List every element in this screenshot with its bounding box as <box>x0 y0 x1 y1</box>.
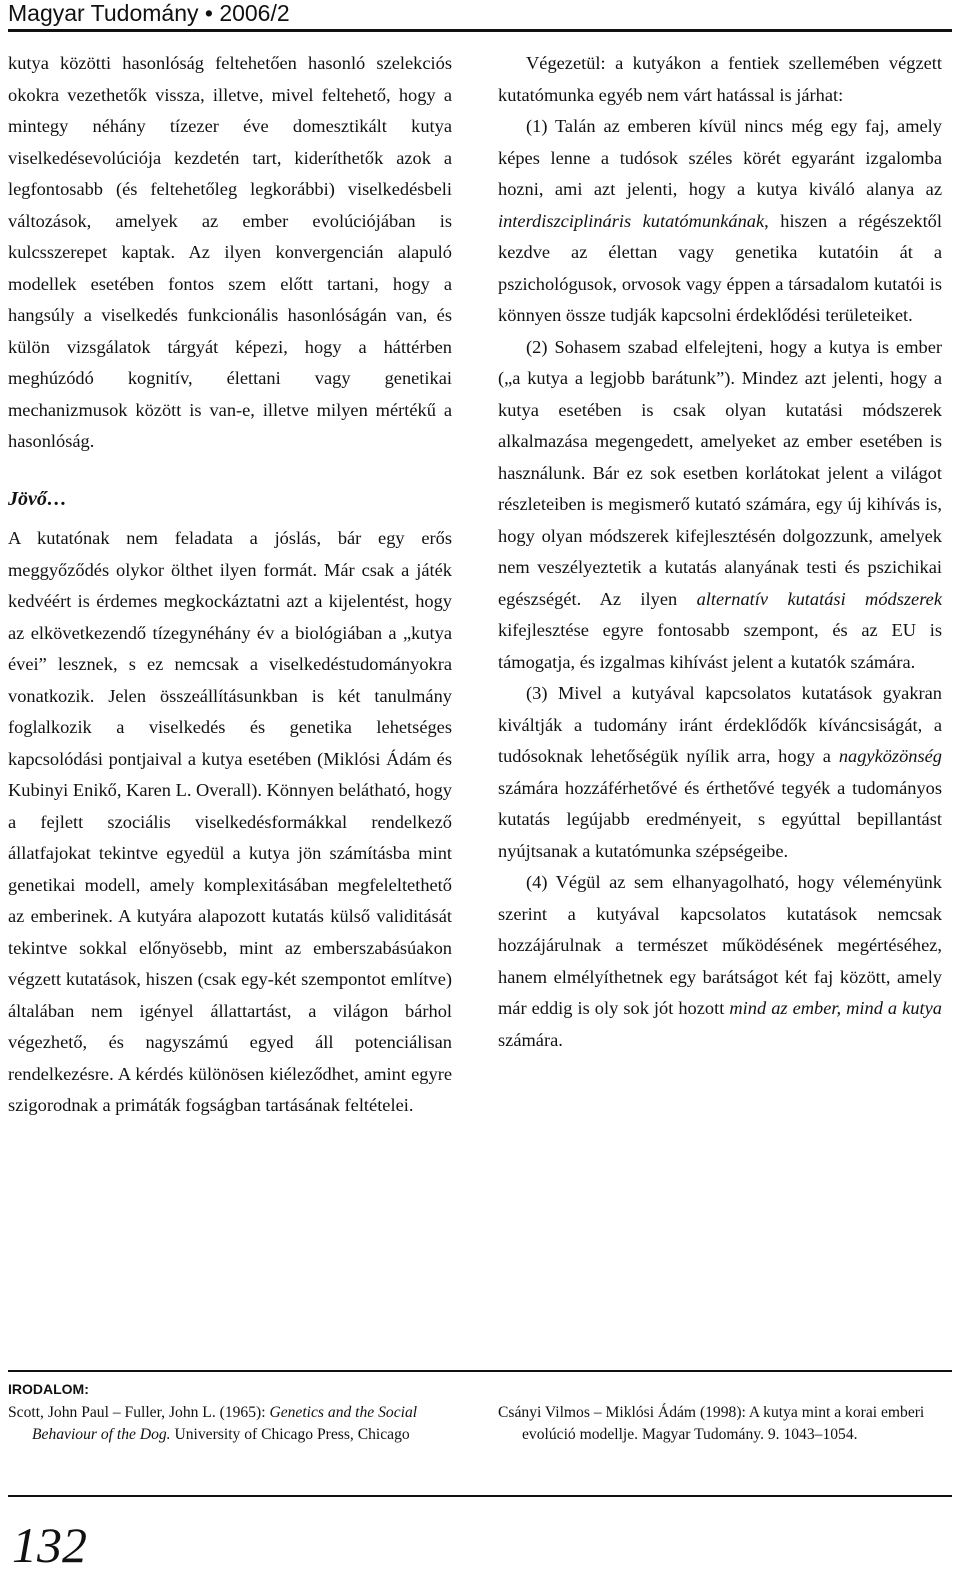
right-paragraph-3-emphasis: alternatív kutatási módszerek <box>696 588 943 609</box>
reference-item: Csányi Vilmos – Miklósi Ádám (1998): A kutya mint a korai emberi evolúció modellje. Magyar Tudomány. 9. 1043–1054. <box>498 1404 925 1443</box>
right-paragraph-5-text-a: (4) Végül az sem elhanyagolható, hogy véleményünk szerint a kutyával kapcsolatos kutatások nemcsak hozzájárulnak a természet működésének megértéséhez, hanem elmélyíthetnek egy barátságot két faj között, amely már eddig is oly sok jót hozott <box>498 872 942 1018</box>
references-title: IRODALOM: <box>8 1381 89 1397</box>
references-section <box>8 1380 952 1485</box>
right-paragraph-3-text-a: (2) Sohasem szabad elfelejteni, hogy a kutya is ember („a kutya a legjobb barátunk”). Mindez azt jelenti, hogy a kutya esetében is csak olyan kutatási módszerek alkalmazása megengedett, amelyeket az ember esetében is használunk. Bár ez sok esetben korlátokat jelent a világot részleteiben is megismerő kutató számára, egy új kihívás is, hogy olyan módszerek kifejlesztésén dolgozzunk, amelyek nem veszélyeztetik a kutatás alanyának testi és pszichikai egészségét. Az ilyen <box>498 336 942 609</box>
references-rule-bottom <box>8 1495 952 1497</box>
right-paragraph-2 <box>498 111 942 332</box>
right-paragraph-1: Végezetül: a kutyákon a fentiek szellemében végzett kutatómunka egyéb nem várt hatással is járhat: <box>498 53 942 105</box>
section-heading-jovo: Jövő… <box>8 487 67 510</box>
right-paragraph-5-emphasis: mind az ember, mind a kutya <box>729 998 942 1018</box>
header-rule <box>8 29 952 32</box>
right-paragraph-2-emphasis: interdiszciplináris kutatómunkának <box>498 210 765 231</box>
reference-item <box>8 1402 482 1446</box>
left-column <box>8 48 452 1122</box>
reference-1-title: Genetics and the Social Behaviour of the Dog. <box>32 1404 418 1443</box>
right-paragraph-2-text-b: , hiszen a régészektől kezdve az élettan vagy genetika kutatóin át a pszichológusok, orvosok vagy éppen a társadalom kutatói is könnyen össze tudják kapcsolni érdeklődési területeiket. <box>498 210 942 325</box>
right-column <box>498 48 942 1056</box>
right-paragraph-4-emphasis: nagyközönség <box>838 746 942 766</box>
right-paragraph-5 <box>498 867 942 1056</box>
right-paragraph-2-text-a: (1) Talán az emberen kívül nincs még egy faj, amely képes lenne a tudósok széles körét egyaránt izgalomba hozni, ami azt jelenti, hogy a kutya kiváló alanya az <box>498 116 942 199</box>
right-paragraph-3-text-b: kifejlesztése egyre fontosabb szempont, és az EU is támogatja, és izgalmas kihívást jelent a kutatók számára. <box>498 620 942 672</box>
right-paragraph-3 <box>498 332 942 679</box>
page-header <box>0 0 960 32</box>
page-number: 132 <box>12 1517 87 1573</box>
journal-title: Magyar Tudomány • 2006/2 <box>8 0 290 26</box>
reference-1-authors: Scott, John Paul – Fuller, John L. (1965): <box>8 1404 270 1421</box>
left-paragraph-2: A kutatónak nem feladata a jóslás, bár egy erős meggyőződés olykor ölthet ilyen formát. Már csak a játék kedvéért is érdemes megkockáztatni azt a kijelentést, hogy az elkövetkezendő tízegynéhány év a biológiában a „kutya évei” lesznek, s ez nemcsak a viselkedéstudományokra vonatkozik. Jelen összeállításunkban is két tanulmány foglalkozik a viselkedés és genetika lehetséges kapcsolódási pontjaival a kutya esetében (Miklósi Ádám és Kubinyi Enikő, Karen L. Overall). Könnyen belátható, hogy a fejlett szociális viselkedésformákkal rendelkező állatfajokat tekintve egyedül a kutya jön számításba mint genetikai modell, amely komplexitásában megfeleltethető az emberinek. A kutyára alapozott kutatás külső validitását tekintve sokkal előnyösebb, mint az emberszabásúakon végzett kutatások, hiszen (csak egy-két szempontot említve) általában nem igényel állattartást, a világon bárhol végezhető, és nagyszámú egyed áll potenciálisan rendelkezésre. A kérdés különösen kiéleződhet, amint egyre szigorodnak a primáták fogságban tartásának feltételei. <box>8 528 452 1115</box>
right-paragraph-4 <box>498 678 942 867</box>
right-paragraph-5-text-b: számára. <box>498 1029 563 1050</box>
left-paragraph-1: kutya közötti hasonlóság feltehetően hasonló szelekciós okokra vezethetők vissza, illetve, mivel feltehető, hogy a mintegy néhány tízezer éve domesztikált kutya viselkedésevolúciója kezdetén tart, kideríthetők azok a legfontosabb (és feltehetőleg legkorábbi) viselkedésbeli változások, amelyek az ember evolúciójában is kulcsszerepet kaptak. Az ilyen konvergencián alapuló modellek esetében fontos szem előtt tartani, hogy a hangsúly a viselkedés funkcionális hasonlóságán van, és külön vizsgálatok tárgyát képezi, hogy a háttérben meghúzódó kognitív, élettani vagy genetikai mechanizmusok között is van-e, illetve milyen mértékű a hasonlóság. <box>8 53 452 451</box>
reference-1-publisher: University of Chicago Press, Chicago <box>170 1426 410 1443</box>
right-paragraph-4-text-a: (3) Mivel a kutyával kapcsolatos kutatások gyakran kiváltják a tudomány iránt érdeklődők kíváncsiságát, a tudósoknak lehetőségük nyílik arra, hogy a <box>498 683 942 766</box>
right-paragraph-4-text-b: számára hozzáférhetővé és érthetővé tegyék a tudományos kutatás legújabb eredményeit, s egyúttal bepillantást nyújtsanak a kutatómunka szépségeibe. <box>498 777 942 861</box>
references-rule-top <box>8 1370 952 1372</box>
